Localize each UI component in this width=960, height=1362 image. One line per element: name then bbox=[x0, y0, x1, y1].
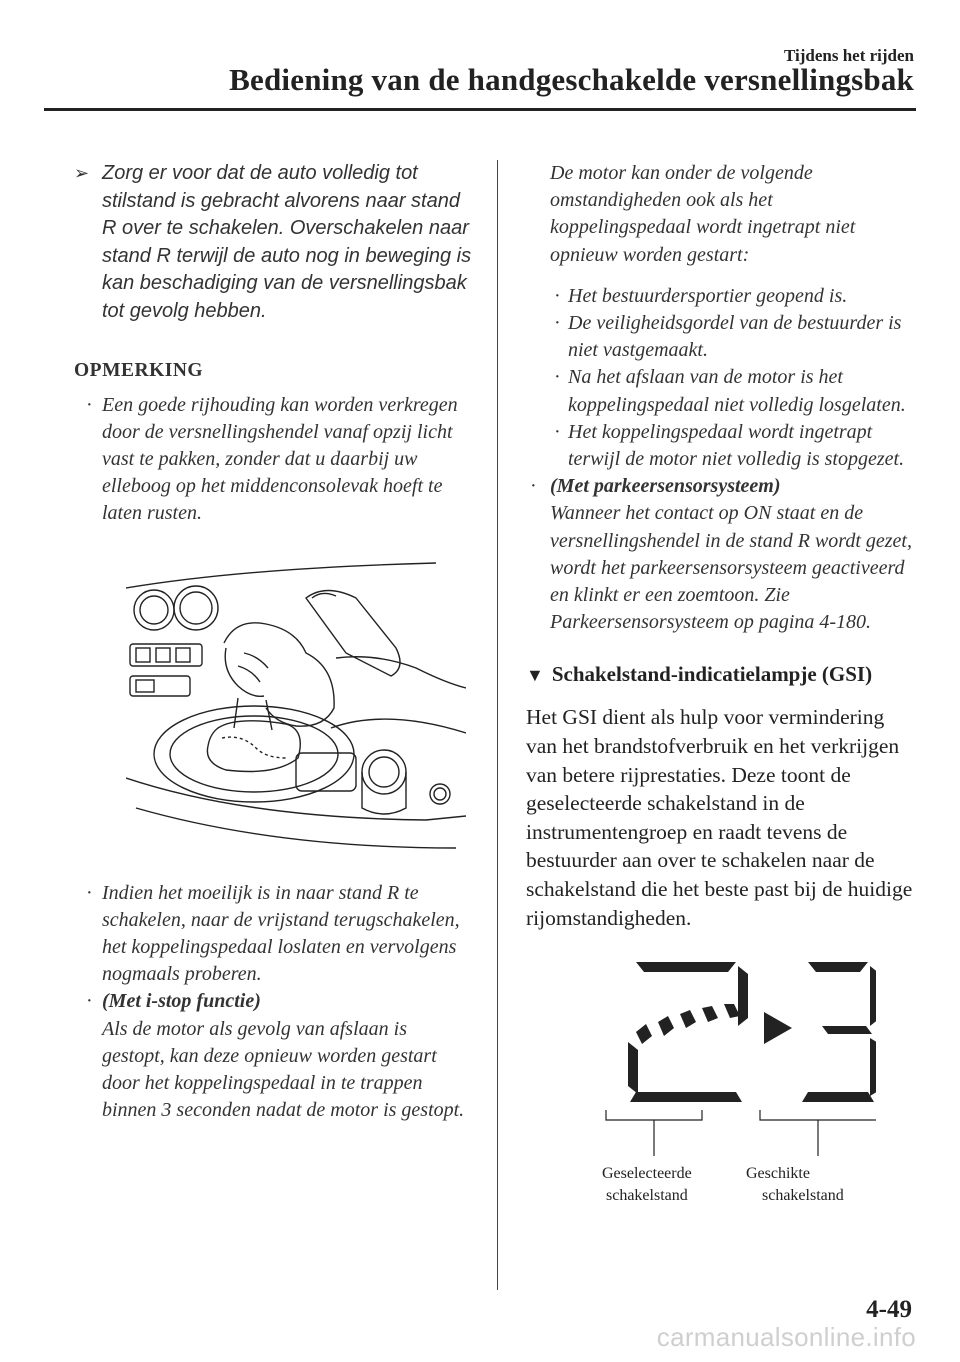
bullet-dot-icon: · bbox=[86, 990, 93, 1013]
bullet-dot-icon: · bbox=[530, 475, 537, 498]
condition-item bbox=[550, 283, 916, 310]
parking-sensor-bullet bbox=[526, 473, 916, 636]
selected-gear-label-2: schakelstand bbox=[606, 1187, 688, 1205]
section-title: Tijdens het rijden bbox=[783, 46, 914, 65]
column-divider bbox=[497, 160, 498, 1290]
watermark: carmanualsonline.info bbox=[656, 1322, 916, 1352]
note-heading: OPMERKING bbox=[74, 359, 204, 381]
gsi-heading-text: Schakelstand-indicatielampje (GSI) bbox=[551, 662, 873, 687]
note-bullet-title: (Met i-stop functie) bbox=[102, 990, 261, 1013]
page-title: Bediening van de handgeschakelde versnellingsbak bbox=[229, 62, 914, 97]
gear-shift-illustration bbox=[126, 558, 466, 858]
bullet-dot-icon: · bbox=[554, 420, 561, 443]
caution-block bbox=[74, 160, 474, 326]
note-bullet-text: Een goede rijhouding kan worden verkregen door de versnellingshendel vanaf opzij licht vast te pakken, zonder dat u daarbij uw elleboog op het middenconsolevak hoeft te laten rusten. bbox=[102, 393, 458, 525]
note-bullets-2 bbox=[74, 880, 474, 1125]
bullet-dot-icon: · bbox=[554, 284, 561, 307]
suitable-gear-label: Geschikte bbox=[746, 1165, 810, 1183]
condition-item bbox=[550, 364, 916, 418]
condition-item bbox=[550, 419, 916, 473]
note-bullet bbox=[74, 392, 474, 528]
bullet-dot-icon: · bbox=[554, 312, 561, 335]
condition-text: Het bestuurdersportier geopend is. bbox=[568, 284, 848, 307]
parking-sensor-title: (Met parkeersensorsysteem) bbox=[550, 475, 781, 498]
bullet-dot-icon: · bbox=[554, 366, 561, 389]
bullet-dot-icon: · bbox=[86, 393, 93, 416]
condition-item bbox=[550, 310, 916, 364]
right-column bbox=[526, 160, 916, 1210]
caution-arrow-icon: ➢ bbox=[74, 163, 90, 183]
header-divider bbox=[44, 108, 916, 111]
gsi-description: Het GSI dient als hulp voor vermindering van het brandstofverbruik en het verkrijgen van betere rijprestaties. Deze toont de geselecteerde schakelstand in de instrumentengroep en raadt tevens de bestuurder aan over te schakelen naar de schakelstand die het beste past bij de huidige rijomstandigheden. bbox=[526, 705, 913, 930]
note-bullet-text: Als de motor als gevolg van afslaan is gestopt, kan deze opnieuw worden gestart door het koppelingspedaal in te trappen binnen 3 seconden nadat de motor is gestopt. bbox=[102, 1017, 465, 1122]
bullet-dot-icon: · bbox=[86, 881, 93, 904]
note-bullet-text: Indien het moeilijk is in naar stand R te schakelen, naar de vrijstand terugschakelen, het koppelingspedaal loslaten en vervolgens nogmaals proberen. bbox=[102, 881, 460, 986]
page-number: 4-49 bbox=[866, 1296, 912, 1323]
gsi-display-illustration bbox=[586, 960, 876, 1210]
note-bullet bbox=[74, 988, 474, 1124]
parking-sensor-text: Wanneer het contact op ON staat en de versnellingshendel in de stand R wordt gezet, wordt het parkeersensorsysteem geactiveerd en klinkt er een zoemtoon. Zie Parkeersensorsysteem op pagina 4-180. bbox=[550, 502, 912, 634]
restart-intro: De motor kan onder de volgende omstandigheden ook als het koppelingspedaal wordt ingetrapt niet opnieuw worden gestart: bbox=[550, 162, 856, 266]
condition-text: Na het afslaan van de motor is het koppelingspedaal niet volledig losgelaten. bbox=[568, 366, 906, 416]
caution-text: Zorg er voor dat de auto volledig tot stilstand is gebracht alvorens naar stand R over te schakelen. Overschakelen naar stand R terwijl de auto nog in beweging is kan beschadiging van de versnellingsbak tot gevolg hebben. bbox=[102, 162, 472, 322]
note-bullet bbox=[74, 880, 474, 989]
gsi-heading bbox=[526, 662, 916, 687]
left-column bbox=[74, 160, 474, 1124]
selected-gear-label: Geselecteerde bbox=[602, 1165, 692, 1183]
condition-text: Het koppelingspedaal wordt ingetrapt terwijl de motor niet volledig is stopgezet. bbox=[568, 420, 905, 471]
suitable-gear-label-2: schakelstand bbox=[762, 1187, 844, 1205]
note-bullets bbox=[74, 392, 474, 528]
restart-conditions bbox=[526, 283, 916, 473]
triangle-down-icon: ▼ bbox=[526, 665, 544, 686]
condition-text: De veiligheidsgordel van de bestuurder is niet vastgemaakt. bbox=[568, 312, 902, 362]
